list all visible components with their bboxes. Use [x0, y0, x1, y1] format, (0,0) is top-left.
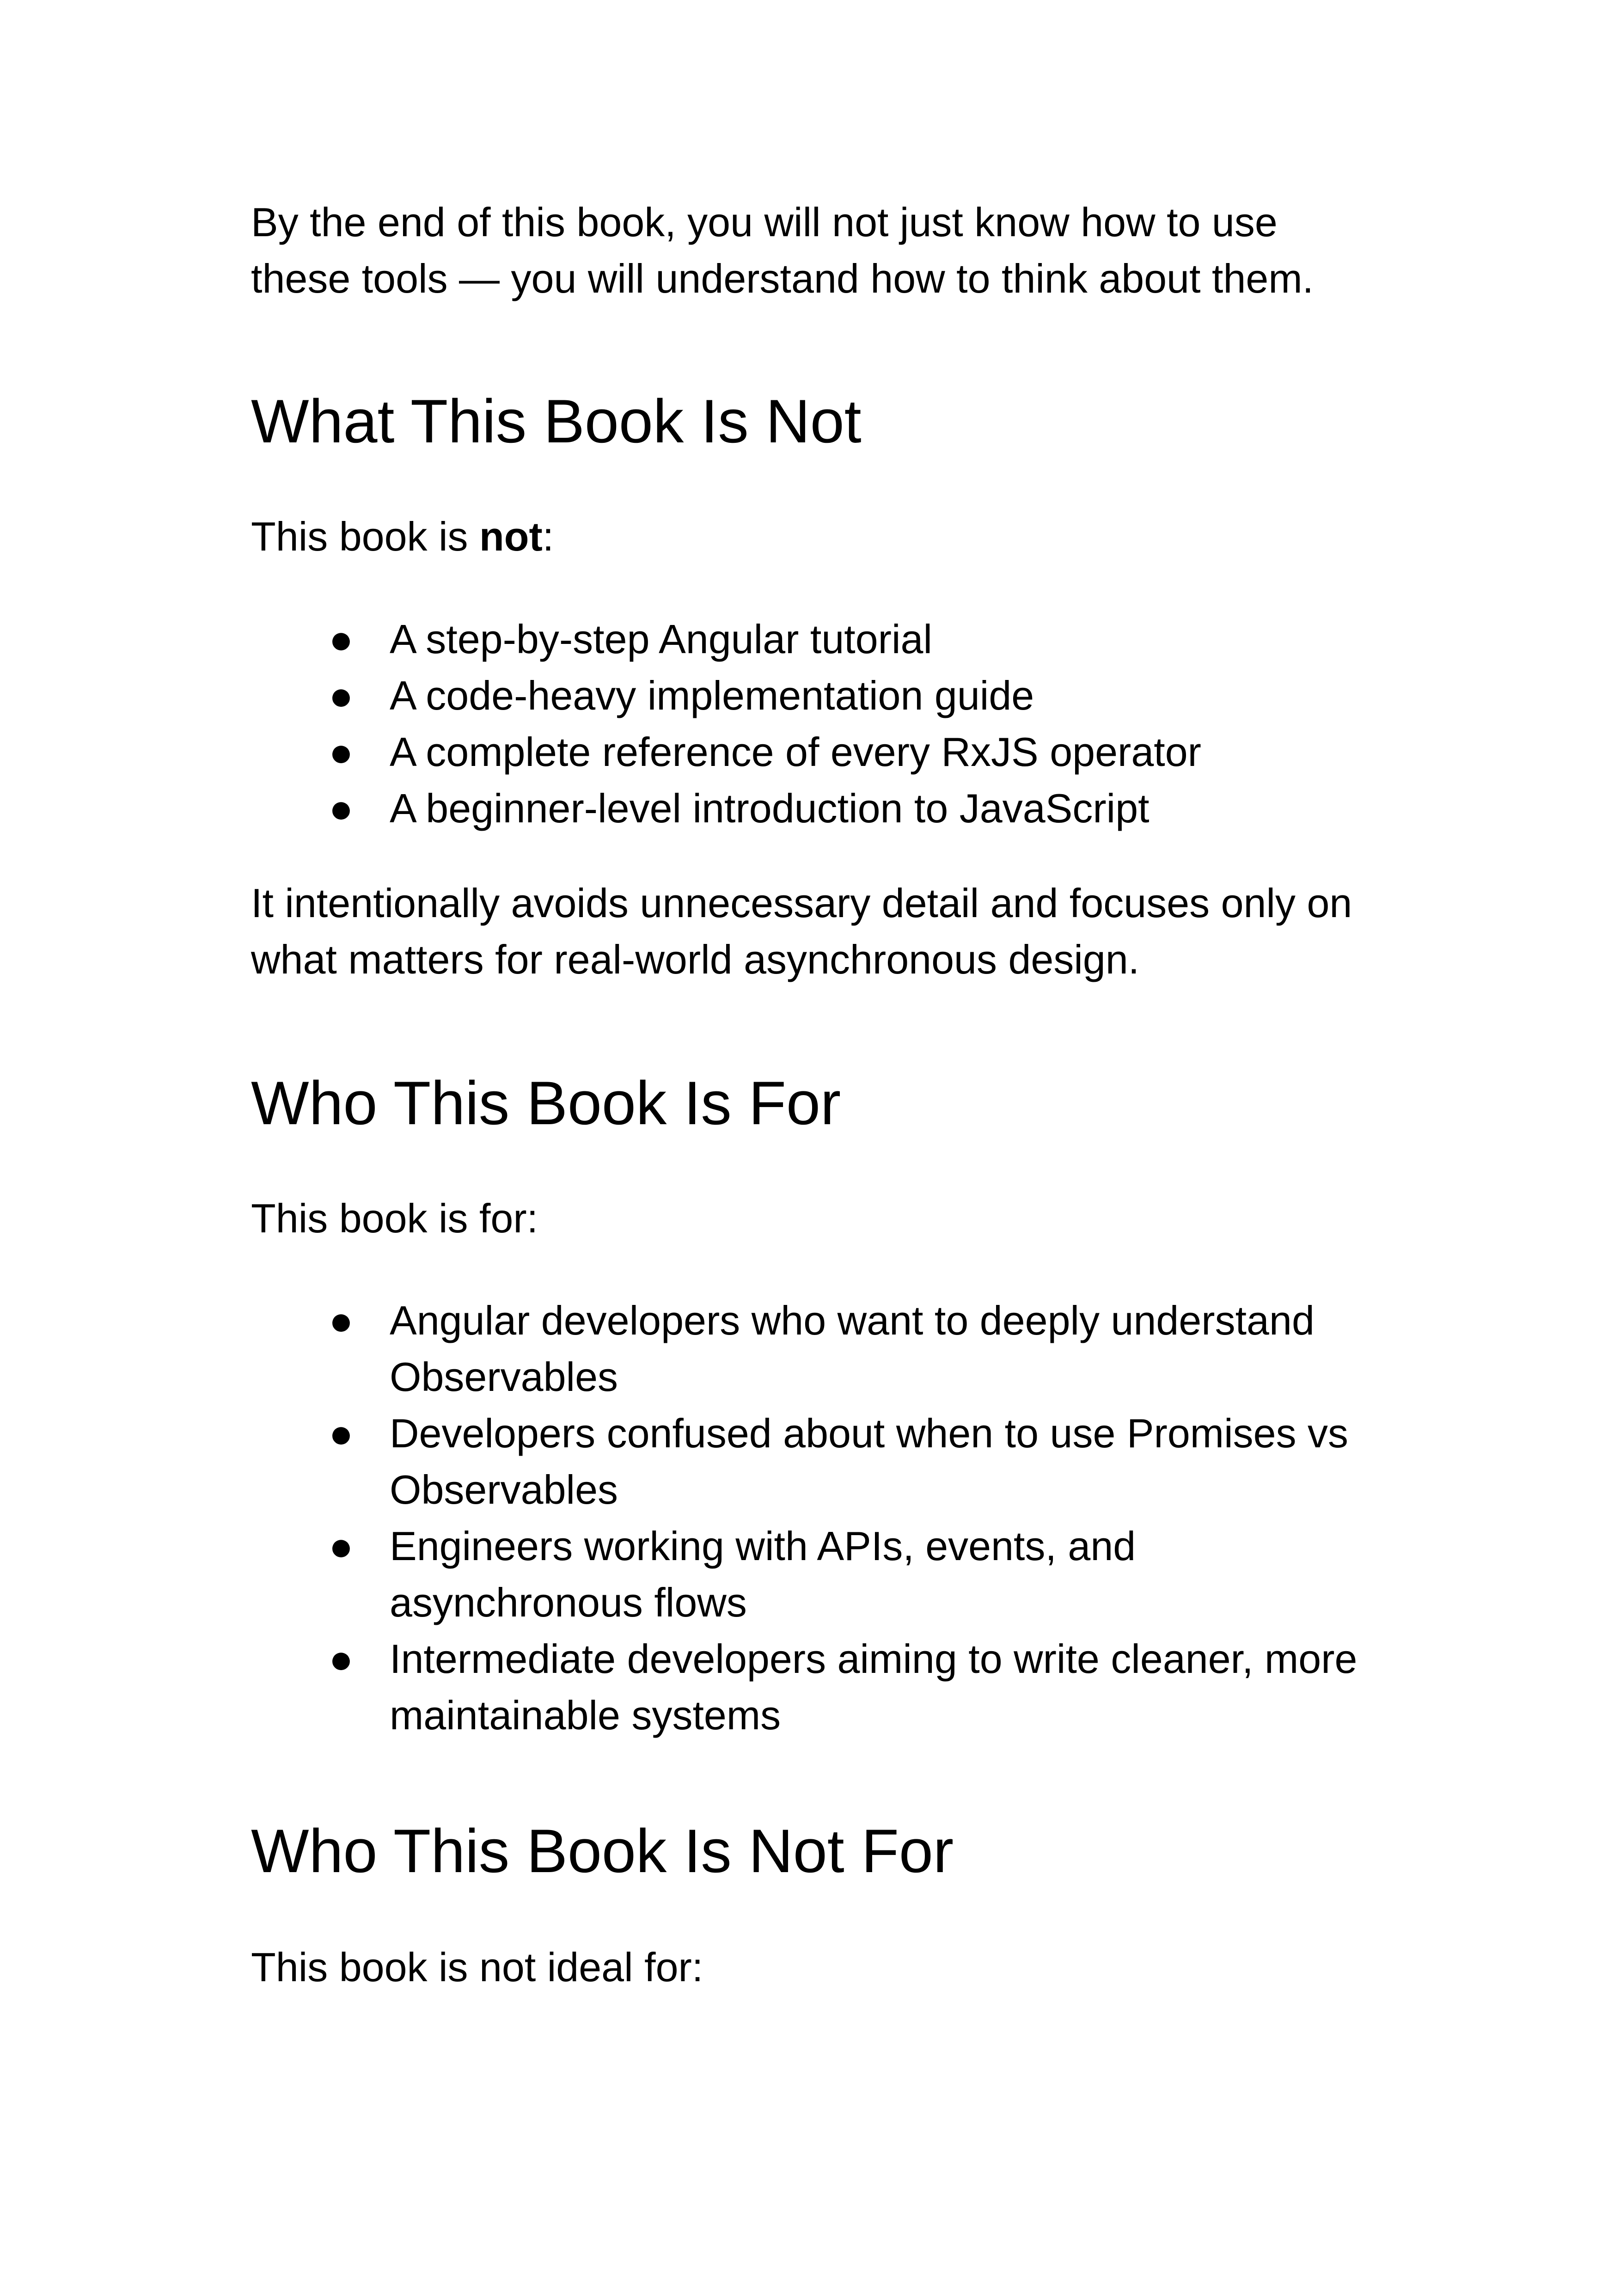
bullet-icon: ● [329, 1523, 354, 1569]
list-item-text-line-1: Angular developers who want to deeply understand [390, 1298, 1314, 1343]
not-lead-bold: not [479, 514, 543, 559]
list-item [251, 1405, 1406, 1518]
bullet-icon: ● [329, 729, 354, 775]
bullet-icon: ● [329, 616, 354, 662]
list-item-text: A code-heavy implementation guide [390, 673, 1034, 718]
not-closing-paragraph [251, 875, 1352, 988]
list-item [251, 724, 1406, 780]
list-item-text-line-2: asynchronous flows [390, 1580, 747, 1625]
not-lead [251, 508, 554, 565]
list-item-text: A complete reference of every RxJS operator [390, 729, 1201, 775]
list-item-text-line-1: Intermediate developers aiming to write cleaner, more [390, 1636, 1357, 1682]
heading-what-this-book-is-not: What This Book Is Not [251, 387, 862, 456]
list-item [251, 1518, 1406, 1631]
for-list [251, 1292, 1406, 1744]
not-lead-prefix: This book is [251, 514, 479, 559]
not-for-lead: This book is not ideal for: [251, 1944, 703, 1990]
not-lead-suffix: : [542, 514, 554, 559]
list-item-text: A step-by-step Angular tutorial [390, 616, 932, 662]
list-item-text-line-2: Observables [390, 1354, 618, 1400]
list-item-text-line-2: maintainable systems [390, 1692, 781, 1738]
list-item [251, 1292, 1406, 1405]
not-list [251, 611, 1406, 837]
for-lead: This book is for: [251, 1195, 538, 1241]
list-item-text-line-1: Developers confused about when to use Promises vs [390, 1410, 1349, 1456]
bullet-icon: ● [329, 785, 354, 831]
list-item-text: A beginner-level introduction to JavaScript [390, 785, 1149, 831]
bullet-icon: ● [329, 1636, 354, 1682]
list-item [251, 780, 1406, 837]
list-item [251, 611, 1406, 667]
intro-paragraph [251, 194, 1314, 307]
not-closing-line-2: what matters for real-world asynchronous design. [251, 937, 1140, 982]
list-item-text-line-2: Observables [390, 1467, 618, 1512]
intro-line-2: these tools — you will understand how to think about them. [251, 256, 1314, 301]
not-closing-line-1: It intentionally avoids unnecessary detail and focuses only on [251, 880, 1352, 926]
bullet-icon: ● [329, 673, 354, 718]
bullet-icon: ● [329, 1298, 354, 1343]
intro-line-1: By the end of this book, you will not just know how to use [251, 199, 1278, 245]
list-item [251, 667, 1406, 724]
heading-who-this-book-is-for: Who This Book Is For [251, 1069, 841, 1138]
heading-who-this-book-is-not-for: Who This Book Is Not For [251, 1817, 954, 1886]
bullet-icon: ● [329, 1410, 354, 1456]
list-item [251, 1631, 1406, 1744]
list-item-text-line-1: Engineers working with APIs, events, and [390, 1523, 1136, 1569]
